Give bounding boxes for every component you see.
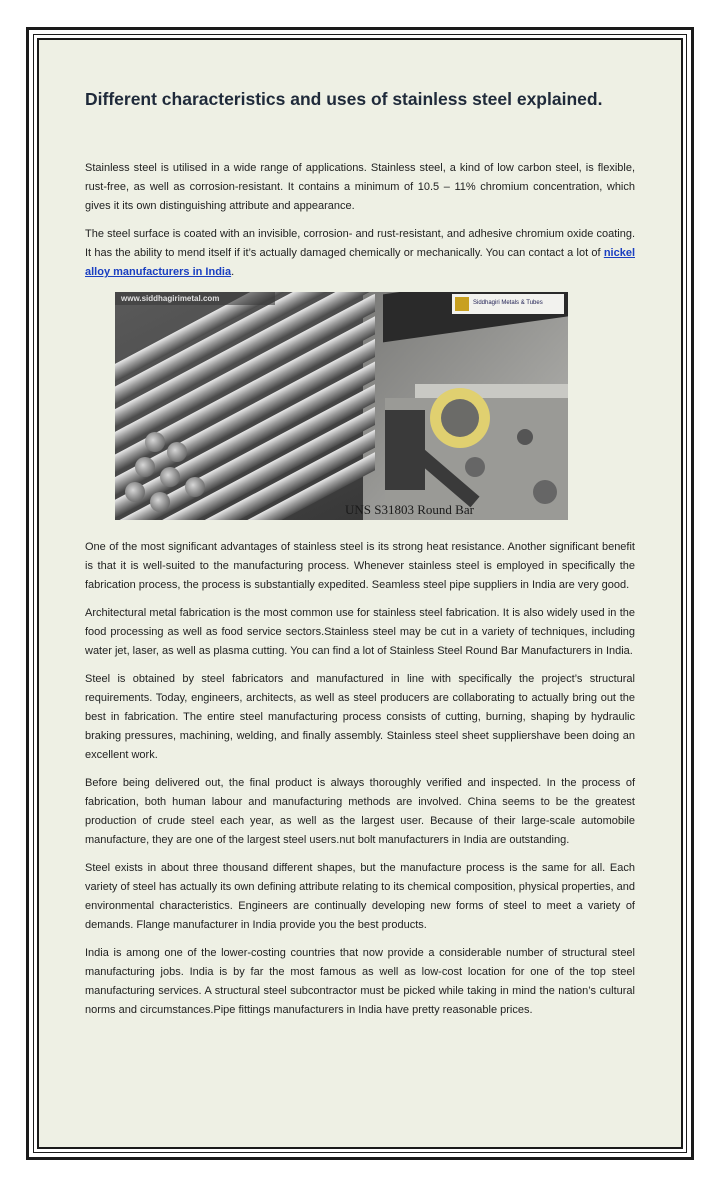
paragraph-2 bbox=[85, 225, 635, 282]
paragraph-2-end: . bbox=[231, 266, 235, 278]
image-watermark: www.siddhagirimetal.com bbox=[121, 294, 220, 303]
paragraph-4: Architectural metal fabrication is the most common use for stainless steel fabrication. It is also widely used in the food processing as well as food service sectors.Stainless steel may be cut in a variety of techniques, including water jet, laser, as well as plasma cutting. You can find a lot of Stainless Steel Round Bar Manufacturers in India. bbox=[85, 607, 635, 657]
nickel-alloy-link[interactable]: nickel alloy manufacturers in India bbox=[85, 247, 635, 278]
paragraph-2-text: The steel surface is coated with an invisible, corrosion- and rust-resistant, and adhesive chromium oxide coating. It has the ability to mend itself if it’s actually damaged chemically or mechanically. You can contact a lot of bbox=[85, 228, 635, 259]
document-title: Different characteristics and uses of stainless steel explained. bbox=[85, 89, 603, 109]
paragraph-5: Steel is obtained by steel fabricators and manufactured in line with specifically the project’s structural requirements. Today, engineers, architects, as well as steel producers are collaborating to actually bring out the best in fabrication. The entire steel manufacturing process consists of cutting, burning, shaping by hydraulic braking pressures, machining, welding, and finally assembly. Stainless steel sheet suppliershave been doing an excellent work. bbox=[85, 673, 635, 761]
paragraph-6: Before being delivered out, the final product is always thoroughly verified and inspected. In the process of fabrication, both human labour and manufacturing methods are involved. China seems to be the greatest production of crude steel each year, as well as the largest user. Because of their large-scale automobile manufacture, they are one of the largest steel users.nut bolt manufacturers in India are outstanding. bbox=[85, 777, 635, 846]
paragraph-1: Stainless steel is utilised in a wide range of applications. Stainless steel, a kind of low carbon steel, is flexible, rust-free, as well as corrosion-resistant. It contains a minimum of 10.5 – 11% chromium concentration, which gives it its own distinguishing attribute and appearance. bbox=[85, 162, 635, 212]
paragraph-8: India is among one of the lower-costing countries that now provide a considerable number of structural steel manufacturing jobs. India is by far the most famous as well as low-cost location for one of the top steel manufacturing services. A structural steel subcontractor must be picked while taking in mind the nation’s cultural norms and circumstances.Pipe fittings manufacturers in India have pretty reasonable prices. bbox=[85, 947, 635, 1016]
brand-label: Siddhagiri Metals & Tubes bbox=[473, 300, 543, 306]
image-caption: UNS S31803 Round Bar bbox=[345, 502, 474, 517]
round-bar-image bbox=[115, 292, 568, 520]
paragraph-7: Steel exists in about three thousand different shapes, but the manufacture process is the same for all. Each variety of steel has actually its own defining attribute relating to its chemical composition, physical properties, and environmental characteristics. Engineers are continually developing new forms of steel to meet a variety of demands. Flange manufacturer in India provide you the best products. bbox=[85, 862, 635, 931]
paragraph-3: One of the most significant advantages of stainless steel is its strong heat resistance. Another significant benefit is that it is well-suited to the manufacturing process. Whenever stainless steel is employed in specifically the fabrication process, the process is substantially expedited. Seamless steel pipe suppliers in India are very good. bbox=[85, 541, 635, 591]
document-body bbox=[85, 86, 635, 1029]
round-bar-photo bbox=[115, 292, 568, 520]
